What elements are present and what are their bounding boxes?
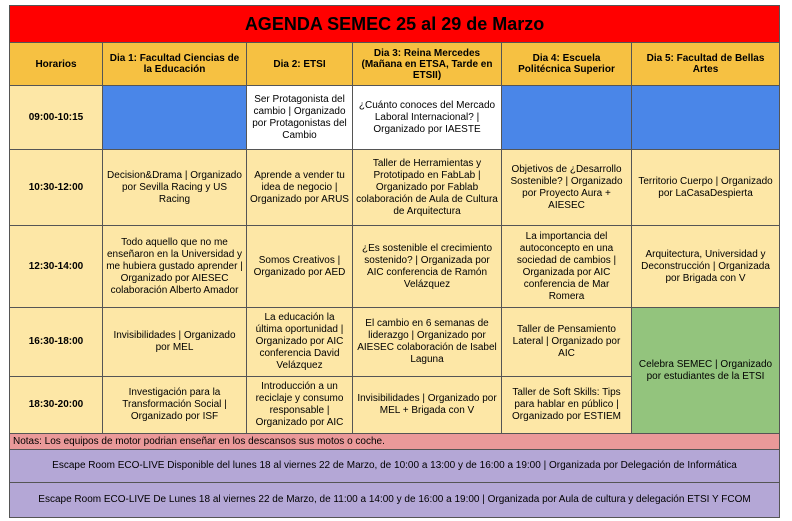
- event-cell: Invisibilidades | Organizado por MEL: [103, 308, 247, 377]
- header-day-1: Dia 1: Facultad Ciencias de la Educación: [103, 43, 247, 86]
- event-cell: Ser Protagonista del cambio | Organizado por Protagonistas del Cambio: [247, 86, 353, 150]
- event-cell: Taller de Soft Skills: Tips para hablar en público | Organizado por ESTIEM: [502, 377, 632, 434]
- event-cell: Arquitectura, Universidad y Deconstrucción | Organizada por Brigada con V: [632, 226, 780, 308]
- event-cell: La educación la última oportunidad | Organizado por AIC conferencia David Velázquez: [247, 308, 353, 377]
- event-cell: Todo aquello que no me enseñaron en la Universidad y me hubiera gustado aprender | Organizado por AIESEC colaboración Alberto Amador: [103, 226, 247, 308]
- event-cell: Invisibilidades | Organizado por MEL + Brigada con V: [353, 377, 502, 434]
- event-cell: Aprende a vender tu idea de negocio | Organizado por ARUS: [247, 150, 353, 226]
- event-cell: Decision&Drama | Organizado por Sevilla Racing y US Racing: [103, 150, 247, 226]
- time-slot: 18:30-20:00: [10, 377, 103, 434]
- escape-room-aula-cultura: Escape Room ECO-LIVE De Lunes 18 al viernes 22 de Marzo, de 11:00 a 14:00 y de 16:00 a 19:00 | Organizada por Aula de cultura y delegación ETSI Y FCOM: [10, 483, 780, 518]
- notes-row: Notas: Los equipos de motor podrian enseñar en los descansos sus motos o coche.: [10, 434, 780, 450]
- event-cell: Introducción a un reciclaje y consumo responsable | Organizado por AIC: [247, 377, 353, 434]
- empty-slot-day-5: [632, 86, 780, 150]
- time-slot: 12:30-14:00: [10, 226, 103, 308]
- header-horarios: Horarios: [10, 43, 103, 86]
- time-slot: 10:30-12:00: [10, 150, 103, 226]
- event-cell: Investigación para la Transformación Social | Organizado por ISF: [103, 377, 247, 434]
- agenda-table: [9, 5, 780, 518]
- time-slot: 09:00-10:15: [10, 86, 103, 150]
- escape-room-informatica: Escape Room ECO-LIVE Disponible del lunes 18 al viernes 22 de Marzo, de 10:00 a 13:00 y de 16:00 a 19:00 | Organizada por Delegación de Informática: [10, 450, 780, 483]
- event-cell: Somos Creativos | Organizado por AED: [247, 226, 353, 308]
- event-cell: Territorio Cuerpo | Organizado por LaCasaDespierta: [632, 150, 780, 226]
- time-slot: 16:30-18:00: [10, 308, 103, 377]
- header-day-2: Dia 2: ETSI: [247, 43, 353, 86]
- header-day-5: Dia 5: Facultad de Bellas Artes: [632, 43, 780, 86]
- event-cell: Taller de Pensamiento Lateral | Organizado por AIC: [502, 308, 632, 377]
- event-cell: Objetivos de ¿Desarrollo Sostenible? | Organizado por Proyecto Aura + AIESEC: [502, 150, 632, 226]
- event-cell: Taller de Herramientas y Prototipado en FabLab | Organizado por Fablab colaboración de Aula de Cultura de Arquitectura: [353, 150, 502, 226]
- event-cell: ¿Es sostenible el crecimiento sostenido? | Organizada por AIC conferencia de Ramón Velázquez: [353, 226, 502, 308]
- empty-slot-day-4: [502, 86, 632, 150]
- event-cell: El cambio en 6 semanas de liderazgo | Organizado por AIESEC colaboración de Isabel Laguna: [353, 308, 502, 377]
- header-day-3: Dia 3: Reina Mercedes (Mañana en ETSA, Tarde en ETSII): [353, 43, 502, 86]
- empty-slot-day-1: [103, 86, 247, 150]
- event-cell-celebra-semec: Celebra SEMEC | Organizado por estudiantes de la ETSI: [632, 308, 780, 434]
- agenda-title: AGENDA SEMEC 25 al 29 de Marzo: [10, 6, 780, 43]
- event-cell: La importancia del autoconcepto en una sociedad de cambios | Organizada por AIC conferencia de Mar Romera: [502, 226, 632, 308]
- header-day-4: Dia 4: Escuela Politécnica Superior: [502, 43, 632, 86]
- event-cell: ¿Cuánto conoces del Mercado Laboral Internacional? | Organizado por IAESTE: [353, 86, 502, 150]
